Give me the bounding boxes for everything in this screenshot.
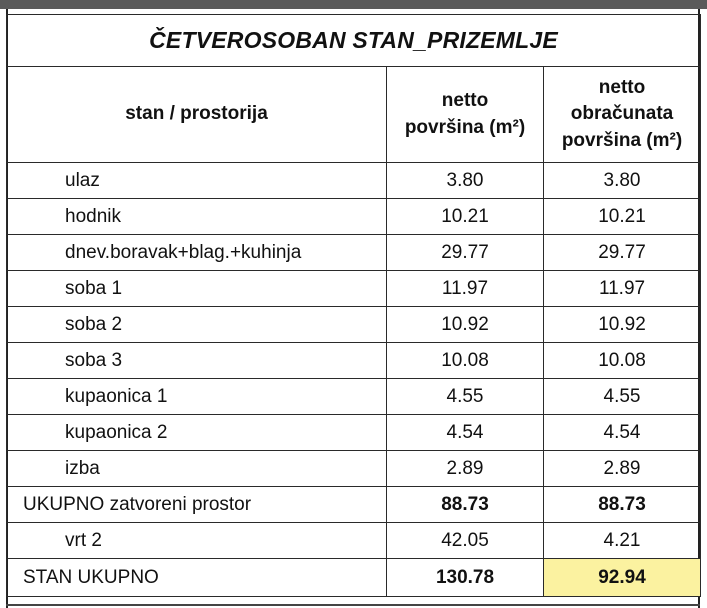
subtotal-row [7, 487, 701, 523]
total-calculated-area: 92.94 [544, 559, 701, 597]
room-name: dnev.boravak+blag.+kuhinja [7, 235, 387, 271]
title-row [7, 15, 701, 67]
net-area: 10.92 [387, 307, 544, 343]
subtotal-calculated-area: 88.73 [544, 487, 701, 523]
room-name: kupaonica 1 [7, 379, 387, 415]
area-table [6, 14, 701, 597]
room-name: kupaonica 2 [7, 415, 387, 451]
room-name: hodnik [7, 199, 387, 235]
header-calc-line2: obračunata [570, 103, 674, 125]
net-area: 10.21 [387, 199, 544, 235]
subtotal-net-area: 88.73 [387, 487, 544, 523]
header-calc-line1: netto [598, 77, 646, 99]
table-row [7, 451, 701, 487]
net-area: 3.80 [387, 163, 544, 199]
garden-row [7, 523, 701, 559]
room-name: soba 2 [7, 307, 387, 343]
net-area: 10.08 [387, 343, 544, 379]
header-calculated-area [544, 67, 701, 163]
net-area: 29.77 [387, 235, 544, 271]
total-label: STAN UKUPNO [7, 559, 387, 597]
table-row [7, 271, 701, 307]
room-name: soba 1 [7, 271, 387, 307]
subtotal-label: UKUPNO zatvoreni prostor [7, 487, 387, 523]
table-row [7, 379, 701, 415]
net-area: 4.55 [387, 379, 544, 415]
bottom-border-line [6, 604, 700, 606]
table-row [7, 415, 701, 451]
net-area: 2.89 [387, 451, 544, 487]
header-net-line1: netto [441, 90, 489, 112]
total-net-area: 130.78 [387, 559, 544, 597]
header-row [7, 67, 701, 163]
garden-net-area: 42.05 [387, 523, 544, 559]
calculated-area: 3.80 [544, 163, 701, 199]
table-row [7, 307, 701, 343]
garden-label: vrt 2 [7, 523, 387, 559]
header-net-line2: površina (m²) [404, 116, 526, 138]
top-border-bar [0, 0, 707, 9]
garden-calculated-area: 4.21 [544, 523, 701, 559]
table-title: ČETVEROSOBAN STAN_PRIZEMLJE [7, 15, 701, 67]
table-row [7, 199, 701, 235]
room-name: ulaz [7, 163, 387, 199]
header-room: stan / prostorija [7, 67, 387, 163]
header-net-area [387, 67, 544, 163]
total-row [7, 559, 701, 597]
net-area: 11.97 [387, 271, 544, 307]
net-area: 4.54 [387, 415, 544, 451]
calculated-area: 10.08 [544, 343, 701, 379]
header-calc-line3: površina (m²) [561, 129, 683, 151]
calculated-area: 11.97 [544, 271, 701, 307]
calculated-area: 4.55 [544, 379, 701, 415]
table-row [7, 343, 701, 379]
calculated-area: 10.92 [544, 307, 701, 343]
room-name: izba [7, 451, 387, 487]
room-name: soba 3 [7, 343, 387, 379]
table-row [7, 163, 701, 199]
calculated-area: 29.77 [544, 235, 701, 271]
calculated-area: 10.21 [544, 199, 701, 235]
calculated-area: 4.54 [544, 415, 701, 451]
calculated-area: 2.89 [544, 451, 701, 487]
table-row [7, 235, 701, 271]
